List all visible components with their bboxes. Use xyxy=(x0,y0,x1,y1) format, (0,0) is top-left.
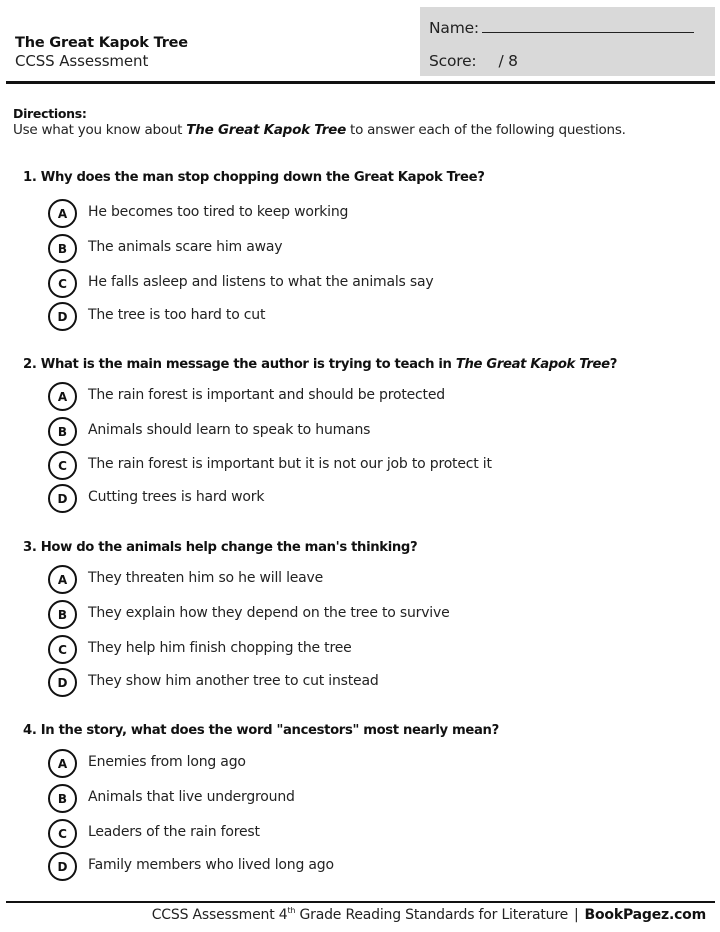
choice-text: The animals scare him away xyxy=(88,239,283,255)
footer-brand: BookPagez.com xyxy=(584,907,706,923)
answer-bubble-d[interactable]: D xyxy=(48,852,77,881)
question-prompt: How do the animals help change the man's thinking? xyxy=(40,540,418,555)
choice-text: They explain how they depend on the tree to survive xyxy=(88,605,450,621)
answer-choice[interactable] xyxy=(48,199,648,227)
document-header xyxy=(15,34,188,71)
answer-choice[interactable] xyxy=(48,749,648,777)
choice-text: They show him another tree to cut instead xyxy=(88,673,379,689)
answer-choice[interactable] xyxy=(48,234,648,262)
question-number: 4. xyxy=(23,723,37,738)
answer-bubble-b[interactable]: B xyxy=(48,600,77,629)
question-text xyxy=(23,723,499,738)
choice-text: The rain forest is important and should be protected xyxy=(88,387,445,403)
question-prompt: In the story, what does the word "ancestors" most nearly mean? xyxy=(40,723,499,738)
header-divider xyxy=(6,81,715,84)
question-prompt: Why does the man stop chopping down the Great Kapok Tree? xyxy=(40,170,485,185)
answer-bubble-b[interactable]: B xyxy=(48,234,77,263)
choice-text: Leaders of the rain forest xyxy=(88,824,260,840)
footer-superscript: th xyxy=(287,906,296,915)
choice-text: They help him finish chopping the tree xyxy=(88,640,352,656)
answer-choice[interactable] xyxy=(48,269,648,297)
question-text xyxy=(23,170,485,185)
choice-text: Cutting trees is hard work xyxy=(88,489,265,505)
footer-divider xyxy=(6,901,715,903)
score-value: / 8 xyxy=(498,52,518,70)
answer-bubble-d[interactable]: D xyxy=(48,668,77,697)
answer-choice[interactable] xyxy=(48,852,648,880)
question-book-title: The Great Kapok Tree xyxy=(455,357,610,372)
score-field-row xyxy=(429,52,518,70)
answer-bubble-d[interactable]: D xyxy=(48,484,77,513)
choice-text: The tree is too hard to cut xyxy=(88,307,266,323)
answer-choice[interactable] xyxy=(48,635,648,663)
choice-text: He becomes too tired to keep working xyxy=(88,204,349,220)
answer-choice[interactable] xyxy=(48,600,648,628)
question-number: 1. xyxy=(23,170,37,185)
choice-text: He falls asleep and listens to what the animals say xyxy=(88,274,434,290)
name-label: Name: xyxy=(429,19,479,37)
answer-bubble-b[interactable]: B xyxy=(48,417,77,446)
page-footer xyxy=(152,906,706,923)
score-label: Score: xyxy=(429,52,477,70)
directions xyxy=(13,106,713,139)
choice-text: Animals that live underground xyxy=(88,789,295,805)
answer-bubble-c[interactable]: C xyxy=(48,269,77,298)
answer-choice[interactable] xyxy=(48,451,648,479)
answer-bubble-a[interactable]: A xyxy=(48,199,77,228)
question-end: ? xyxy=(609,357,618,372)
name-score-panel xyxy=(420,7,715,76)
directions-label: Directions: xyxy=(13,106,87,121)
directions-text-start: Use what you know about xyxy=(13,122,187,138)
answer-choice[interactable] xyxy=(48,784,648,812)
name-field-row xyxy=(429,18,694,37)
document-subtitle: CCSS Assessment xyxy=(15,52,149,70)
question-prompt: What is the main message the author is trying to teach in xyxy=(40,357,456,372)
question-text xyxy=(23,357,617,372)
footer-text-start: CCSS Assessment 4 xyxy=(151,907,288,923)
question-number: 2. xyxy=(23,357,37,372)
answer-choice[interactable] xyxy=(48,302,648,330)
answer-bubble-c[interactable]: C xyxy=(48,635,77,664)
answer-choice[interactable] xyxy=(48,565,648,593)
answer-bubble-a[interactable]: A xyxy=(48,565,77,594)
question-number: 3. xyxy=(23,540,37,555)
directions-text-end: to answer each of the following questions. xyxy=(346,122,626,138)
footer-text-end: Grade Reading Standards for Literature xyxy=(295,907,569,923)
answer-bubble-c[interactable]: C xyxy=(48,451,77,480)
choice-text: The rain forest is important but it is not our job to protect it xyxy=(88,456,492,472)
choice-text: They threaten him so he will leave xyxy=(88,570,324,586)
answer-choice[interactable] xyxy=(48,484,648,512)
choice-text: Animals should learn to speak to humans xyxy=(88,422,371,438)
answer-bubble-a[interactable]: A xyxy=(48,749,77,778)
answer-choice[interactable] xyxy=(48,668,648,696)
answer-bubble-c[interactable]: C xyxy=(48,819,77,848)
document-title: The Great Kapok Tree xyxy=(15,35,188,51)
answer-choice[interactable] xyxy=(48,382,648,410)
name-input-line[interactable] xyxy=(482,18,694,33)
answer-bubble-d[interactable]: D xyxy=(48,302,77,331)
directions-text xyxy=(13,121,713,139)
footer-separator: | xyxy=(574,907,579,923)
answer-bubble-a[interactable]: A xyxy=(48,382,77,411)
answer-choice[interactable] xyxy=(48,417,648,445)
answer-choice[interactable] xyxy=(48,819,648,847)
choice-text: Enemies from long ago xyxy=(88,754,246,770)
choice-text: Family members who lived long ago xyxy=(88,857,334,873)
question-text xyxy=(23,540,417,555)
book-title: The Great Kapok Tree xyxy=(186,122,346,138)
answer-bubble-b[interactable]: B xyxy=(48,784,77,813)
